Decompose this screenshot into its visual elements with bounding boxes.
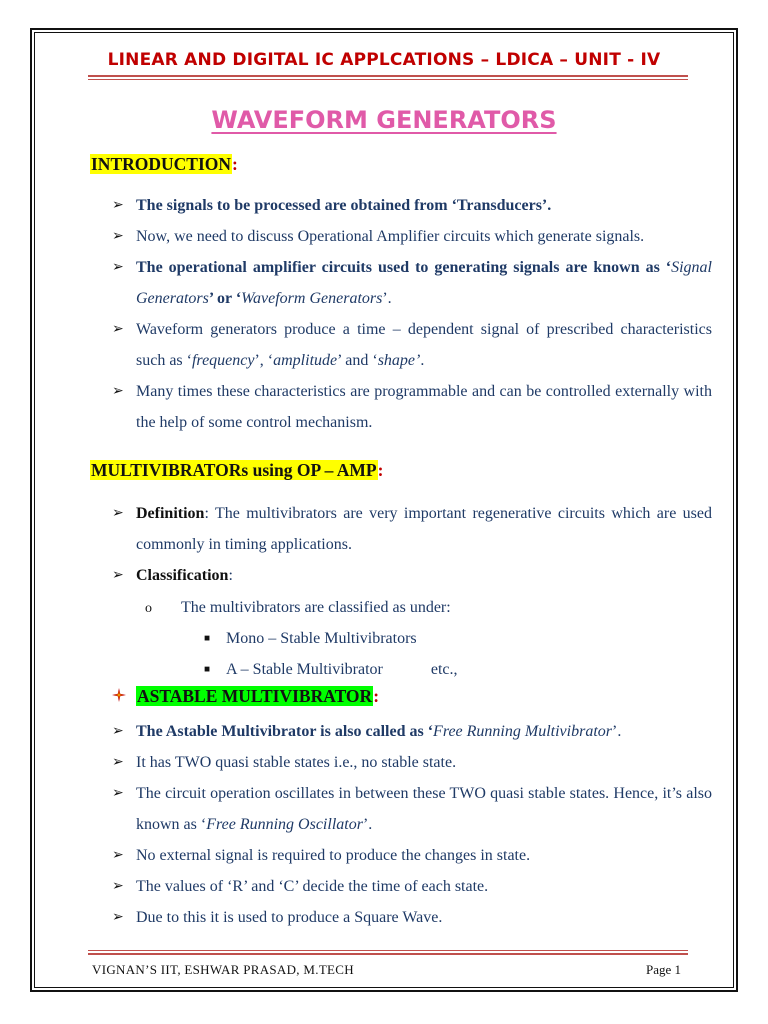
footer-rule — [88, 950, 688, 955]
definition-text: : The multivibrators are very important regenerative circuits which are used commonly in timing applications. — [136, 505, 712, 553]
astable-list — [90, 716, 712, 933]
astable-item-4: No external signal is required to produce the changes in state. — [136, 847, 531, 864]
list-item — [90, 314, 712, 376]
intro-list — [90, 190, 712, 438]
intro-item-4-em2: amplitude — [273, 352, 338, 369]
arrow-bullet-icon: ➢ — [112, 505, 124, 521]
square-bullet-icon: ■ — [204, 664, 211, 675]
intro-item-3-em1: Signal Generators — [136, 259, 712, 307]
astable-item-3c: ’. — [362, 816, 373, 833]
page-header: LINEAR AND DIGITAL IC APPLCATIONS – LDICA – UNIT - IV — [107, 50, 661, 70]
intro-heading-colon: : — [232, 154, 238, 174]
list-item — [90, 840, 712, 871]
multivibrators-heading-colon: : — [377, 460, 384, 480]
list-item — [90, 221, 712, 252]
astable-item-1c: ’. — [611, 723, 622, 740]
list-item — [90, 716, 712, 747]
astable-item-6: Due to this it is used to produce a Square Wave. — [136, 909, 443, 926]
intro-heading — [90, 154, 238, 175]
type-mono-text: Mono – Stable Multivibrators — [226, 630, 417, 647]
astable-item-1-em: Free Running Multivibrator — [433, 723, 612, 740]
intro-item-3-em2: Waveform Generators — [241, 290, 383, 307]
multivibrators-heading — [90, 460, 383, 481]
astable-item-1a: The Astable Multivibrator is also called as ‘ — [136, 723, 434, 740]
astable-item-3a: The circuit operation oscillates in between these TWO quasi stable states. Hence, it’s also known as ‘ — [136, 785, 712, 833]
arrow-bullet-icon: ➢ — [112, 754, 124, 770]
list-item — [90, 498, 712, 560]
document-title: WAVEFORM GENERATORS — [211, 106, 557, 134]
classification-label: Classification — [136, 567, 229, 584]
intro-item-4a: Waveform generators produce a time – dependent signal of prescribed characteristics such as ‘ — [136, 321, 712, 369]
astable-item-2: It has TWO quasi stable states i.e., no stable state. — [136, 754, 457, 771]
type-astable-text: A – Stable Multivibrator etc., — [226, 661, 458, 678]
intro-item-4-em1: frequency — [191, 352, 255, 369]
arrow-bullet-icon: ➢ — [112, 567, 124, 583]
intro-item-3a: The operational amplifier circuits used to generating signals are known as ‘ — [136, 259, 672, 276]
classification-sub-item — [145, 592, 451, 624]
intro-item-3c: ’ or ‘ — [208, 290, 242, 307]
arrow-bullet-icon: ➢ — [112, 259, 124, 275]
list-item — [90, 902, 712, 933]
arrow-bullet-icon: ➢ — [112, 383, 124, 399]
list-item — [90, 190, 712, 221]
list-item — [90, 747, 712, 778]
arrow-bullet-icon: ➢ — [112, 723, 124, 739]
astable-heading — [136, 686, 379, 707]
arrow-bullet-icon: ➢ — [112, 785, 124, 801]
circle-bullet-icon: o — [145, 601, 152, 616]
intro-item-4c: ’, ‘ — [254, 352, 274, 369]
classification-colon: : — [228, 567, 233, 584]
intro-heading-text: INTRODUCTION — [91, 154, 232, 174]
astable-item-3-em: Free Running Oscillator — [206, 816, 363, 833]
arrow-bullet-icon: ➢ — [112, 197, 124, 213]
arrow-bullet-icon: ➢ — [112, 847, 124, 863]
list-item — [90, 252, 712, 314]
type-item-mono — [204, 623, 417, 654]
list-item — [90, 778, 712, 840]
square-bullet-icon: ■ — [204, 633, 211, 644]
intro-item-1: The signals to be processed are obtained from ‘Transducers’. — [136, 197, 552, 214]
star-bullet-icon — [112, 688, 126, 702]
arrow-bullet-icon: ➢ — [112, 228, 124, 244]
footer-author: VIGNAN’S IIT, ESHWAR PRASAD, M.TECH — [92, 962, 354, 977]
page-number: Page 1 — [646, 962, 682, 977]
intro-item-4-em3: shape’ — [377, 352, 421, 369]
astable-heading-colon: : — [373, 686, 380, 706]
multivibrators-heading-text: MULTIVIBRATORs using OP – AMP — [91, 460, 377, 480]
intro-item-5: Many times these characteristics are programmable and can be controlled externally with the help of some control mechanism. — [136, 383, 712, 431]
intro-item-4e: ’ and ‘ — [337, 352, 378, 369]
intro-item-3e: ’. — [382, 290, 392, 307]
multivibrators-list — [90, 498, 712, 591]
arrow-bullet-icon: ➢ — [112, 878, 124, 894]
classification-sub-text: The multivibrators are classified as under: — [181, 599, 451, 616]
list-item — [90, 376, 712, 438]
type-item-astable — [204, 654, 458, 685]
astable-heading-text: ASTABLE MULTIVIBRATOR — [137, 686, 373, 706]
arrow-bullet-icon: ➢ — [112, 909, 124, 925]
header-rule — [88, 75, 688, 80]
arrow-bullet-icon: ➢ — [112, 321, 124, 337]
intro-item-2: Now, we need to discuss Operational Amplifier circuits which generate signals. — [136, 228, 645, 245]
list-item — [90, 871, 712, 902]
definition-label: Definition — [136, 505, 205, 522]
list-item — [90, 560, 712, 591]
intro-item-4g: . — [420, 352, 425, 369]
astable-item-5: The values of ‘R’ and ‘C’ decide the time of each state. — [136, 878, 489, 895]
